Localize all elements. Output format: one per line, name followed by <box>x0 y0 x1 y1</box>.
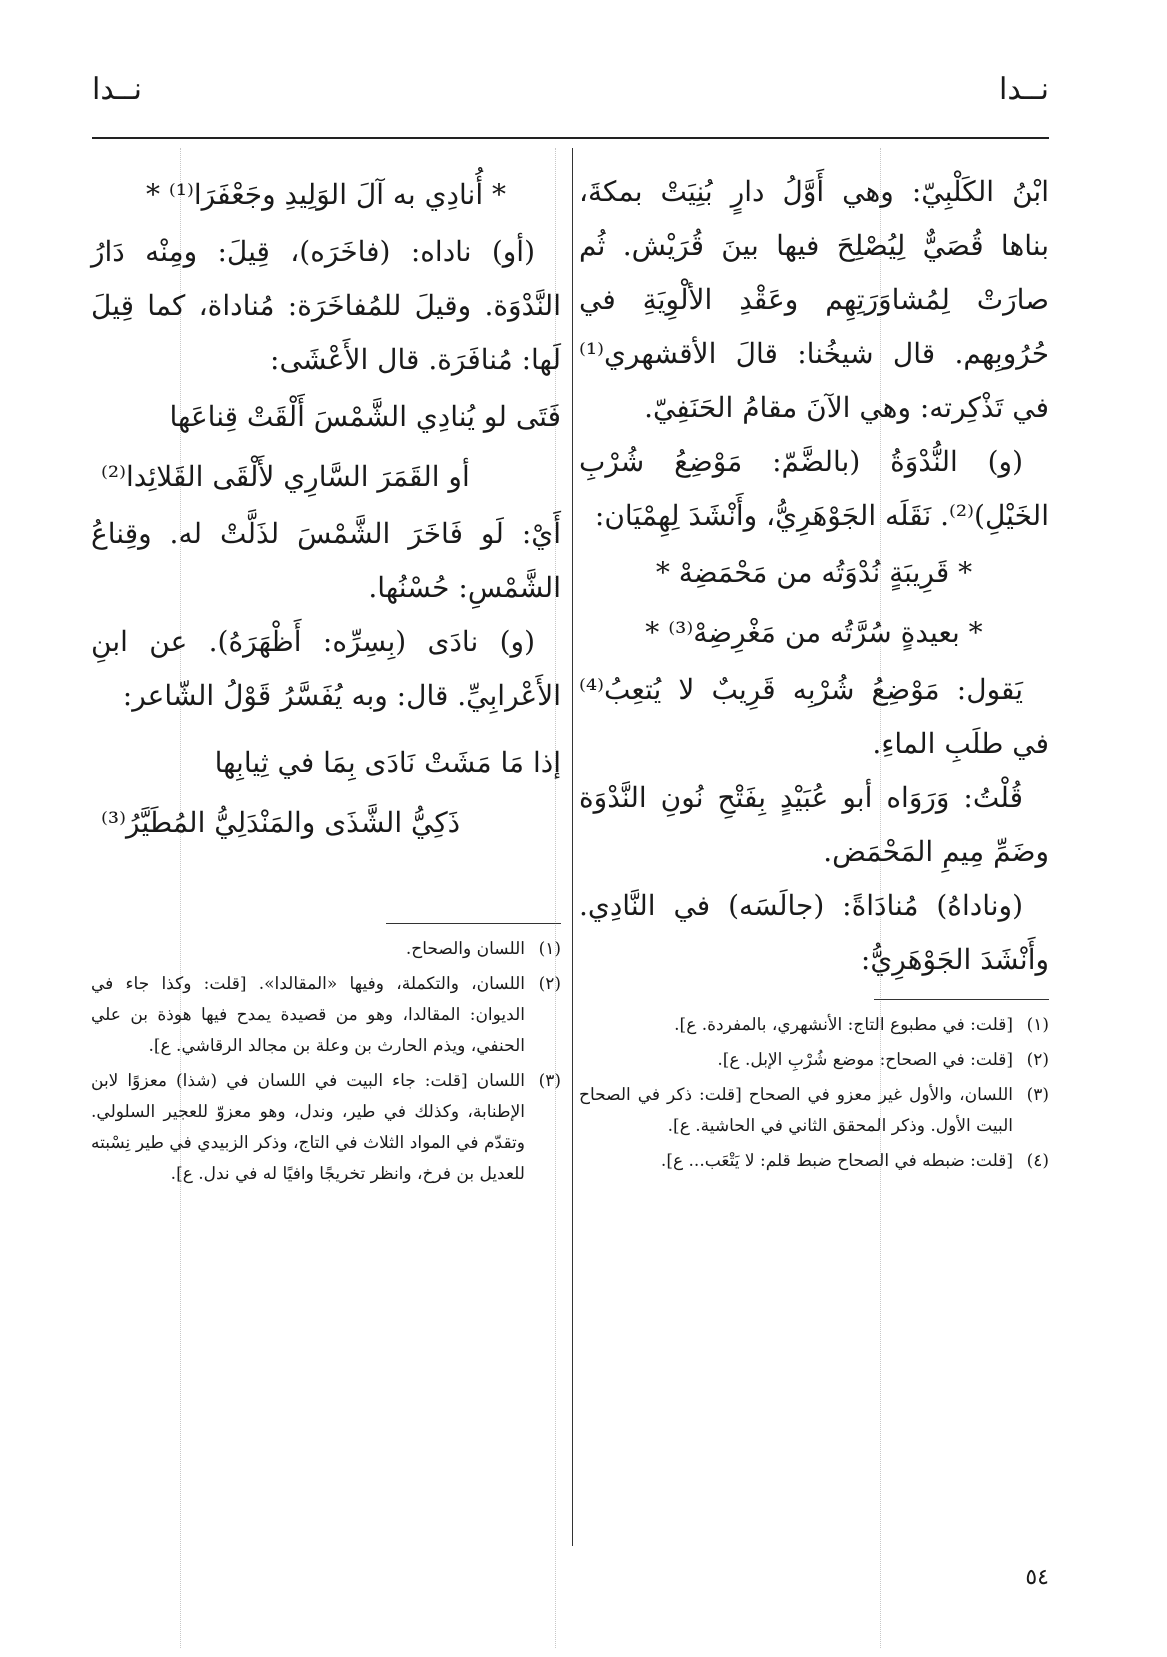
running-head-right: نــدا <box>998 72 1049 107</box>
left-column <box>91 165 561 1194</box>
footnote-number: (٣) <box>538 1071 561 1091</box>
footnote-text: [قلت: في مطبوع التاج: الأنشهري، بالمفردة. ع]. <box>674 1015 1013 1035</box>
paragraph: (وناداهُ) مُنادَاةً: (جالَسَه) في النَّادِي. وأَنْشَدَ الجَوْهَرِيُّ: <box>579 889 1049 976</box>
footnote <box>579 1045 1049 1076</box>
footnote-number: (٢) <box>538 974 561 994</box>
footnote-text: [قلت: ضبطه في الصحاح ضبط قلم: لا يَتْعَب... ع]. <box>660 1151 1013 1171</box>
footnote-rule <box>386 923 561 924</box>
paragraph: (و) نادَى (بِسِرِّه: أَظْهَرَهُ). عن ابنِ الأَعْرابِيِّ. قال: وبه يُفَسَّرُ قَوْلُ الشّاعر: <box>91 625 561 712</box>
footnote <box>579 1146 1049 1177</box>
footnote <box>579 1080 1049 1142</box>
footnote-text: اللسان، والأول غير معزو في الصحاح [قلت: ذكر في الصحاح البيت الأول. وذكر المحقق الثاني في الحاشية. ع]. <box>579 1085 1013 1136</box>
footnote <box>579 1010 1049 1041</box>
footnote-number: (٣) <box>1026 1085 1049 1105</box>
verse-line: * قَرِيبَةٍ نُدْوَتُه من مَحْمَضِهْ * <box>655 556 973 589</box>
verse-line: * بعيدةٍ سُرَّتُه من مَغْرِضِهْ⁽³⁾ * <box>645 616 983 649</box>
page-number: ٥٤ <box>1025 1565 1049 1590</box>
spacer <box>91 723 561 733</box>
right-column <box>579 165 1049 1181</box>
verse-hemistich-first: إذا مَا مَشَتْ نَادَى بِمَا في ثِيابِها <box>214 746 561 779</box>
verse-line: * أُنادِي به آلَ الوَلِيدِ وجَعْفَرَا⁽¹⁾ * <box>146 178 506 211</box>
running-head-left: نــدا <box>92 72 143 107</box>
footnote <box>91 1066 561 1190</box>
verse-hemistich-first: فَتَى لو يُنادِي الشَّمْسَ أَلْقَتْ قِناعَها <box>169 400 561 433</box>
footnote-text: اللسان، والتكملة، وفيها «المقالدا». [قلت: وكذا جاء في الديوان: المقالدا، وهو من قصيدة يمدح فيها هوذة بن علي الحنفي، ويذم الحارث بن وعلة بن مجالد الرقاشي. ع]. <box>91 974 525 1056</box>
footnote-text: اللسان والصحاح. <box>405 939 525 959</box>
footnote-number: (٤) <box>1026 1151 1049 1171</box>
paragraph: قُلْتُ: وَرَوَاه أبو عُبَيْدٍ بِفَتْحِ نُونِ النَّدْوَة وضَمِّ مِيمِ المَحْمَض. <box>579 781 1049 868</box>
footnote-text: اللسان [قلت: جاء البيت في اللسان في (شذا) معزوًا لابن الإطنابة، وكذلك في طير، وندل، وهو معزوّ للعجير السلولي. وتقدّم في المواد الثلاث في التاج، وذكر الزبيدي في طير نِسْبته للعديل بن فرخ، وانظر تخريجًا وافيًا له في ندل. ع]. <box>91 1071 525 1184</box>
footnote-rule <box>874 999 1049 1000</box>
footnote <box>91 934 561 965</box>
footnote-number: (٢) <box>1026 1050 1049 1070</box>
verse-hemistich-second: أو القَمَرَ السَّارِي لأَلْقَى القَلائِدا⁽²⁾ <box>101 460 470 493</box>
footnote <box>91 969 561 1062</box>
footnote-number: (١) <box>1026 1015 1049 1035</box>
paragraph: (و) النُّدْوَةُ (بالضَّمّ: مَوْضِعُ شُرْبِ الخَيْلِ)⁽²⁾. نَقَلَه الجَوْهَرِيُّ، وأَنْشَدَ لِهِمْيَان: <box>579 445 1049 532</box>
paragraph: يَقول: مَوْضِعُ شُرْبِه قَرِيبٌ لا يُتعِبُ⁽⁴⁾ في طلَبِ الماءِ. <box>579 673 1049 760</box>
paragraph: ابْنُ الكَلْبِيّ: وهي أَوَّلُ دارٍ بُنِيَتْ بمكةَ، بناها قُصَيٌّ لِيُصْلِحَ فيها بينَ قُرَيْش. ثُم صارَتْ لِمُشاوَرَتِهِم وعَقْدِ الألْوِيَةِ في حُرُوبِهم. قال شيخُنا: قالَ الأقشهري⁽¹⁾ في تَذْكِرته: وهي الآنَ مقامُ الحَنَفِيّ. <box>579 175 1049 424</box>
header-rule <box>92 137 1049 139</box>
footnote-number: (١) <box>538 939 561 959</box>
column-divider <box>572 148 573 1546</box>
verse-hemistich-second: ذَكِيُّ الشَّذَى والمَنْدَلِيُّ المُطَيَّرُ⁽³⁾ <box>101 806 461 839</box>
paragraph: (أو) ناداه: (فاخَرَه)، قِيلَ: ومِنْه دَارُ النَّدْوَة. وقيلَ للمُفاخَرَة: مُناداة، كما قِيلَ لَها: مُنافَرَة. قال الأَعْشَى: <box>91 235 561 376</box>
paragraph: أَيْ: لَو فَاخَرَ الشَّمْسَ لذَلَّتْ له. وقِناعُ الشَّمْسِ: حُسْنُها. <box>91 517 561 604</box>
footnote-text: [قلت: في الصحاح: موضع شُرْبِ الإبل. ع]. <box>717 1050 1013 1070</box>
